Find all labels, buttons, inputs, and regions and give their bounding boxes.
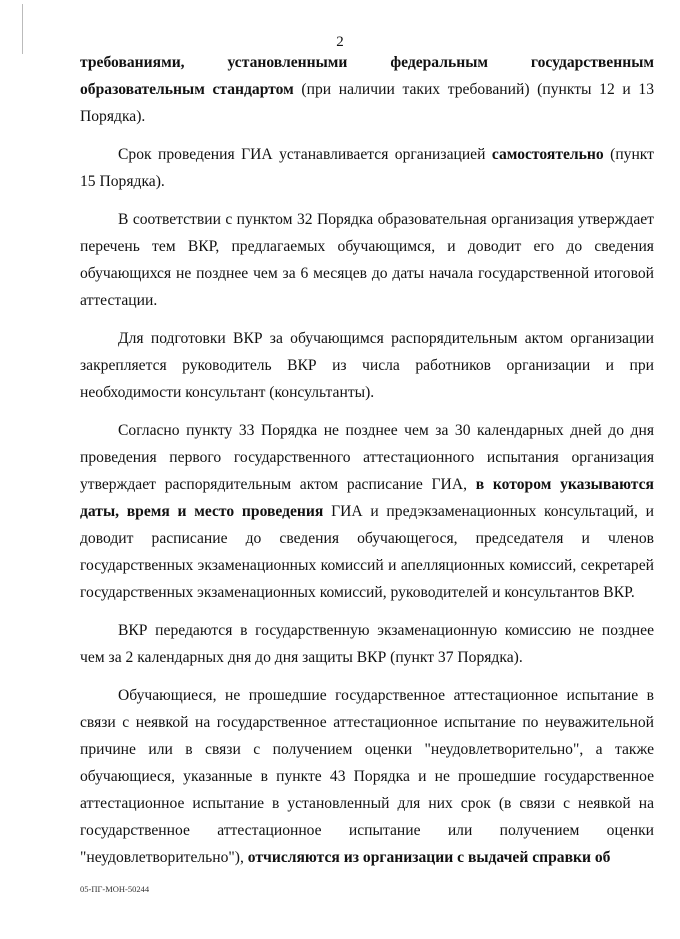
- paragraph: [80, 417, 654, 606]
- bold-text: самостоятельно: [491, 146, 604, 163]
- bold-text: требованиями, установленными федеральным государственным образовательным стандартом: [80, 54, 654, 98]
- document-body: [80, 49, 654, 882]
- bold-text: в котором указываются даты, время и место проведения: [80, 476, 654, 520]
- paragraph: [80, 49, 654, 130]
- page-number: 2: [336, 34, 344, 50]
- text-run: ГИА и предэкзаменационных консультаций, и доводит расписание до сведения обучающегося, председателя и членов государственных экзаменационных комиссий и апелляционных комиссий, секретарей государственных экзаменационных комиссий, руководителей и консультантов ВКР.: [80, 503, 654, 601]
- text-run: Для подготовки ВКР за обучающимся распорядительным актом организации закрепляется руководитель ВКР из числа работников организации и при необходимости консультант (консультанты).: [80, 330, 654, 401]
- text-run: Срок проведения ГИА устанавливается организацией: [118, 146, 492, 163]
- text-run: В соответствии с пунктом 32 Порядка образовательная организация утверждает перечень тем ВКР, предлагаемых обучающимся, и доводит его до сведения обучающихся не позднее чем за 6 месяцев до даты начала государственной итоговой аттестации.: [80, 211, 654, 309]
- paragraph: [80, 325, 654, 406]
- paragraph: [80, 141, 654, 195]
- text-run: (при наличии таких требований) (пункты 12 и 13 Порядка).: [80, 81, 655, 125]
- text-run: ВКР передаются в государственную экзаменационную комиссию не позднее чем за 2 календарных дня до дня защиты ВКР (пункт 37 Порядка).: [80, 622, 654, 666]
- text-run: Обучающиеся, не прошедшие государственное аттестационное испытание в связи с неявкой на государственное аттестационное испытание по неуважительной причине или в связи с получением оценки "неудовлетворительно", а также обучающиеся, указанные в пункте 43 Порядка и не прошедшие государственное аттестационное испытание в установленный для них срок (в связи с неявкой на государственное аттестационное испытание или получением оценки "неудовлетворительно"),: [80, 687, 654, 866]
- text-run: (пункт 15 Порядка).: [80, 146, 654, 190]
- paragraph: [80, 617, 654, 671]
- paragraph: [80, 682, 654, 871]
- bold-text: отчисляются из организации с выдачей справки об: [247, 849, 611, 866]
- text-run: Согласно пункту 33 Порядка не позднее чем за 30 календарных дней до дня проведения первого государственного аттестационного испытания организация утверждает распорядительным актом расписание ГИА,: [80, 422, 654, 493]
- document-code: 05-ПГ-МОН-50244: [80, 884, 150, 894]
- paragraph: [80, 206, 654, 314]
